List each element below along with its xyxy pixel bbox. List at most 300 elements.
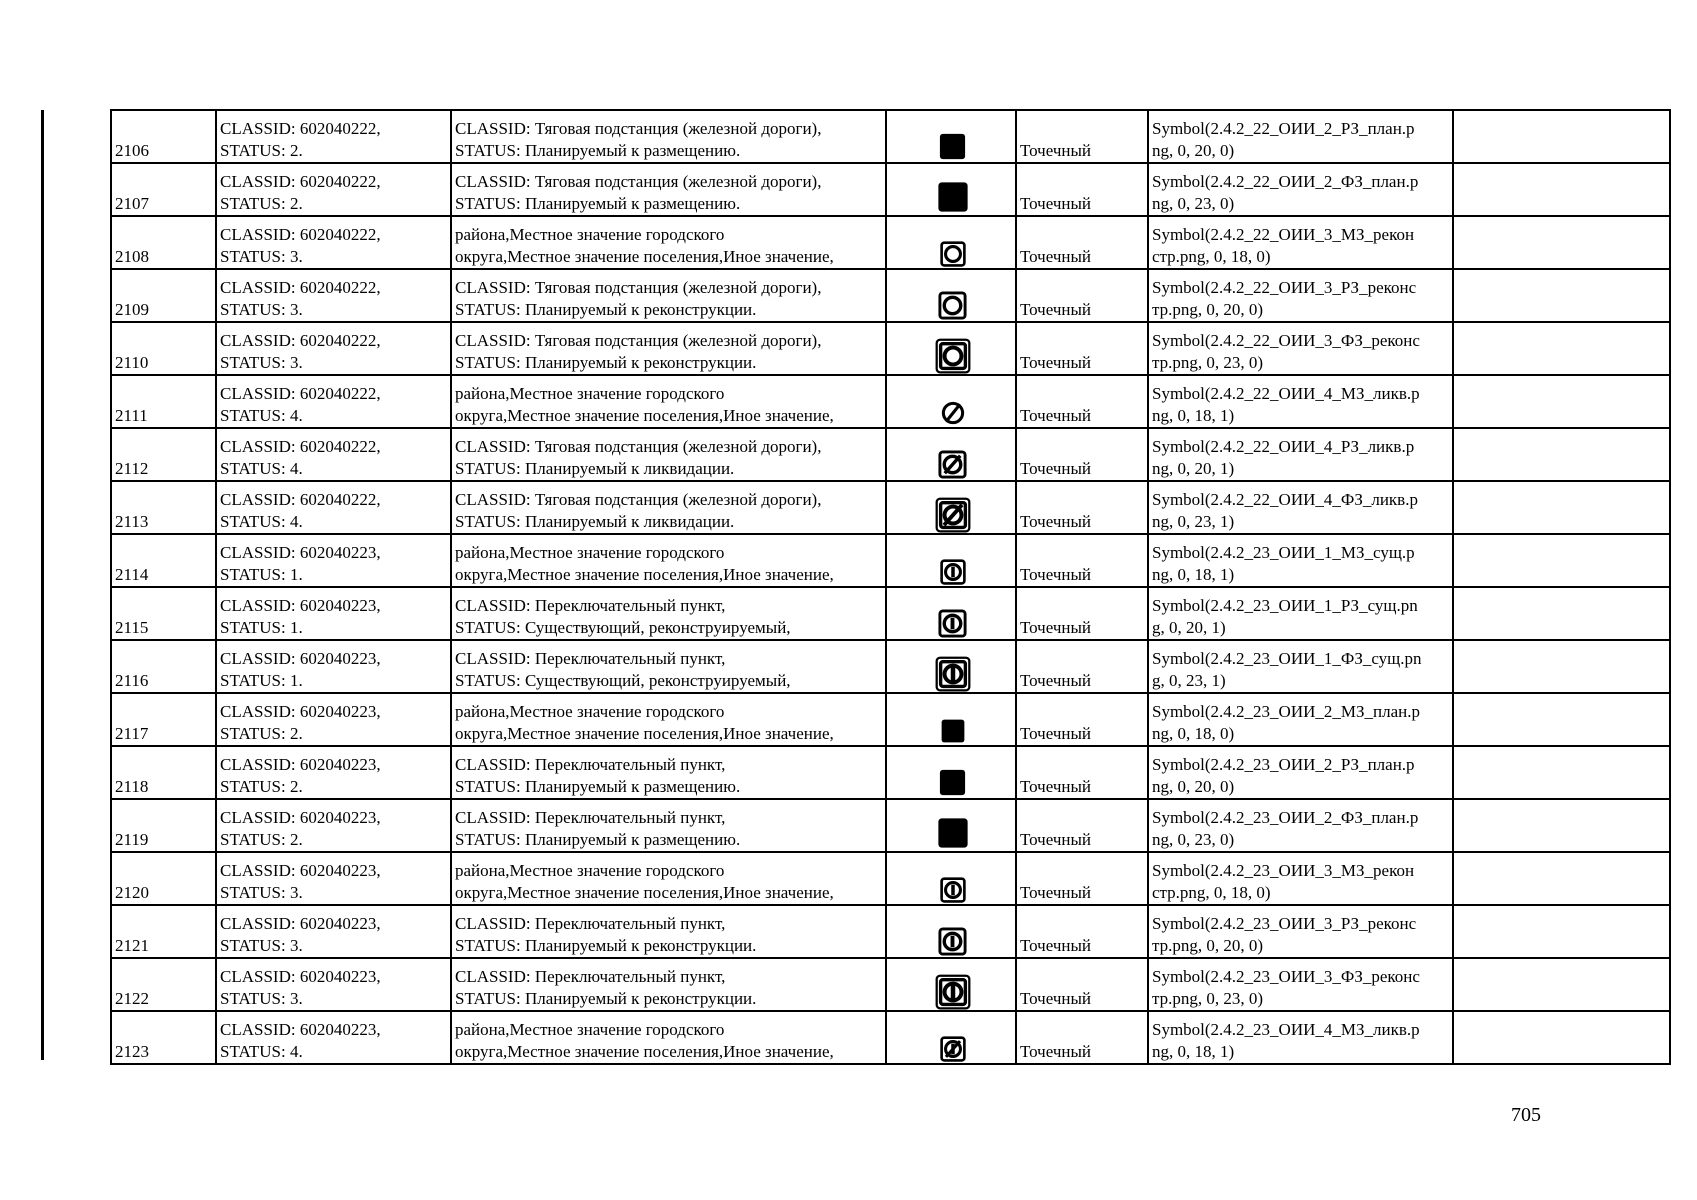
empty-cell	[1453, 799, 1670, 852]
geometry-type: Точечный	[1020, 353, 1092, 372]
geometry-type-cell	[1016, 375, 1148, 428]
symbol-function-cell	[1148, 958, 1453, 1011]
description-line-1: CLASSID: Тяговая подстанция (железной дороги),	[455, 278, 822, 297]
empty-cell	[1453, 746, 1670, 799]
row-number: 2117	[115, 724, 149, 743]
geometry-type-cell	[1016, 746, 1148, 799]
symbol-function-line-1: Symbol(2.4.2_22_ОИИ_3_МЗ_рекон	[1152, 225, 1415, 244]
bar-circle-framed-icon	[935, 974, 971, 1010]
empty-cell	[1453, 693, 1670, 746]
classid-status-cell	[216, 746, 451, 799]
symbol-function-line-2: ng, 0, 18, 1)	[1152, 565, 1235, 584]
symbol-cell	[886, 216, 1016, 269]
empty-cell	[1453, 852, 1670, 905]
symbol-table-body	[111, 110, 1670, 1064]
row-number-cell	[111, 640, 216, 693]
status-text: STATUS: 4.	[220, 512, 303, 531]
symbol-cell	[886, 375, 1016, 428]
symbol-function-line-1: Symbol(2.4.2_23_ОИИ_3_МЗ_рекон	[1152, 861, 1415, 880]
classid-text: CLASSID: 602040222,	[220, 490, 381, 509]
description-line-2: STATUS: Планируемый к реконструкции.	[455, 936, 757, 955]
symbol-cell	[886, 1011, 1016, 1064]
classid-text: CLASSID: 602040223,	[220, 967, 381, 986]
bar-circle-framed-icon	[935, 656, 971, 692]
description-line-1: района,Местное значение городского	[455, 543, 725, 562]
bar-circle-square-icon	[937, 608, 968, 639]
description-line-2: округа,Местное значение поселения,Иное значение,	[455, 247, 834, 266]
description-cell	[451, 110, 886, 163]
symbol-function-line-2: g, 0, 23, 1)	[1152, 671, 1226, 690]
classid-status-cell	[216, 693, 451, 746]
symbol-function-line-1: Symbol(2.4.2_23_ОИИ_4_МЗ_ликв.p	[1152, 1020, 1420, 1039]
table-row	[111, 640, 1670, 693]
filled-square-icon	[939, 717, 967, 745]
geometry-type-cell	[1016, 428, 1148, 481]
symbol-cell	[886, 163, 1016, 216]
row-number-cell	[111, 852, 216, 905]
description-cell	[451, 1011, 886, 1064]
row-number: 2107	[115, 194, 149, 213]
table-row	[111, 375, 1670, 428]
symbol-cell	[886, 746, 1016, 799]
table-row	[111, 110, 1670, 163]
classid-status-cell	[216, 799, 451, 852]
symbol-function-line-1: Symbol(2.4.2_22_ОИИ_2_ФЗ_план.p	[1152, 172, 1419, 191]
row-number-cell	[111, 587, 216, 640]
description-line-2: STATUS: Планируемый к реконструкции.	[455, 989, 757, 1008]
bar-circle-square-icon	[939, 876, 967, 904]
symbol-function-line-2: ng, 0, 18, 1)	[1152, 1042, 1235, 1061]
symbol-cell	[886, 481, 1016, 534]
geometry-type-cell	[1016, 640, 1148, 693]
description-cell	[451, 852, 886, 905]
symbol-function-cell	[1148, 110, 1453, 163]
description-line-1: CLASSID: Переключательный пункт,	[455, 755, 726, 774]
status-text: STATUS: 1.	[220, 618, 303, 637]
classid-status-cell	[216, 534, 451, 587]
classid-status-cell	[216, 428, 451, 481]
description-cell	[451, 640, 886, 693]
classid-text: CLASSID: 602040222,	[220, 225, 381, 244]
classid-status-cell	[216, 375, 451, 428]
symbol-function-line-2: стр.png, 0, 18, 0)	[1152, 883, 1271, 902]
classid-status-cell	[216, 640, 451, 693]
row-number-cell	[111, 534, 216, 587]
geometry-type-cell	[1016, 905, 1148, 958]
empty-cell	[1453, 375, 1670, 428]
geometry-type-cell	[1016, 693, 1148, 746]
geometry-type: Точечный	[1020, 512, 1092, 531]
table-row	[111, 534, 1670, 587]
table-row	[111, 269, 1670, 322]
description-line-2: округа,Местное значение поселения,Иное значение,	[455, 724, 834, 743]
symbol-function-cell	[1148, 852, 1453, 905]
description-cell	[451, 693, 886, 746]
table-row	[111, 958, 1670, 1011]
row-number: 2119	[115, 830, 149, 849]
classid-text: CLASSID: 602040223,	[220, 808, 381, 827]
geometry-type: Точечный	[1020, 194, 1092, 213]
description-cell	[451, 428, 886, 481]
classid-status-cell	[216, 852, 451, 905]
symbol-cell	[886, 640, 1016, 693]
symbol-cell	[886, 799, 1016, 852]
filled-square-icon	[935, 179, 971, 215]
status-text: STATUS: 3.	[220, 883, 303, 902]
symbol-function-line-1: Symbol(2.4.2_23_ОИИ_3_ФЗ_реконс	[1152, 967, 1420, 986]
table-row	[111, 799, 1670, 852]
description-line-1: CLASSID: Переключательный пункт,	[455, 808, 726, 827]
description-line-2: STATUS: Планируемый к ликвидации.	[455, 459, 735, 478]
table-row	[111, 746, 1670, 799]
description-cell	[451, 799, 886, 852]
classid-status-cell	[216, 587, 451, 640]
row-number: 2112	[115, 459, 149, 478]
description-line-2: STATUS: Планируемый к размещению.	[455, 830, 741, 849]
row-number: 2118	[115, 777, 149, 796]
geometry-type-cell	[1016, 799, 1148, 852]
empty-cell	[1453, 163, 1670, 216]
description-cell	[451, 216, 886, 269]
symbol-function-cell	[1148, 693, 1453, 746]
row-number-cell	[111, 375, 216, 428]
row-number: 2109	[115, 300, 149, 319]
empty-cell	[1453, 110, 1670, 163]
row-number: 2120	[115, 883, 149, 902]
description-line-1: района,Местное значение городского	[455, 384, 725, 403]
classid-text: CLASSID: 602040222,	[220, 331, 381, 350]
empty-cell	[1453, 269, 1670, 322]
symbol-cell	[886, 269, 1016, 322]
classid-text: CLASSID: 602040222,	[220, 384, 381, 403]
symbol-function-cell	[1148, 799, 1453, 852]
symbol-function-line-1: Symbol(2.4.2_22_ОИИ_3_ФЗ_реконс	[1152, 331, 1420, 350]
status-text: STATUS: 2.	[220, 194, 303, 213]
description-line-1: CLASSID: Переключательный пункт,	[455, 596, 726, 615]
row-number-cell	[111, 746, 216, 799]
classid-status-cell	[216, 481, 451, 534]
symbol-function-line-2: ng, 0, 20, 0)	[1152, 141, 1235, 160]
classid-text: CLASSID: 602040223,	[220, 1020, 381, 1039]
row-number: 2110	[115, 353, 149, 372]
symbol-function-cell	[1148, 587, 1453, 640]
table-row	[111, 216, 1670, 269]
symbol-function-cell	[1148, 269, 1453, 322]
classid-text: CLASSID: 602040223,	[220, 914, 381, 933]
ring-square-framed-icon	[935, 338, 971, 374]
symbol-cell	[886, 322, 1016, 375]
status-text: STATUS: 4.	[220, 1042, 303, 1061]
symbol-function-line-1: Symbol(2.4.2_22_ОИИ_4_ФЗ_ликв.p	[1152, 490, 1418, 509]
status-text: STATUS: 3.	[220, 936, 303, 955]
row-number: 2106	[115, 141, 149, 160]
row-number-cell	[111, 269, 216, 322]
geometry-type: Точечный	[1020, 1042, 1092, 1061]
geometry-type-cell	[1016, 163, 1148, 216]
status-text: STATUS: 2.	[220, 141, 303, 160]
description-line-1: района,Местное значение городского	[455, 861, 725, 880]
symbol-function-cell	[1148, 163, 1453, 216]
row-number: 2111	[115, 406, 148, 425]
filled-square-icon	[937, 131, 968, 162]
symbol-cell	[886, 852, 1016, 905]
empty-cell	[1453, 481, 1670, 534]
ring-square-icon	[937, 290, 968, 321]
classid-status-cell	[216, 322, 451, 375]
symbol-function-line-2: тр.png, 0, 20, 0)	[1152, 936, 1264, 955]
symbol-function-cell	[1148, 534, 1453, 587]
symbol-function-cell	[1148, 481, 1453, 534]
symbol-function-cell	[1148, 375, 1453, 428]
status-text: STATUS: 3.	[220, 989, 303, 1008]
description-cell	[451, 958, 886, 1011]
table-row	[111, 322, 1670, 375]
description-line-2: округа,Местное значение поселения,Иное значение,	[455, 565, 834, 584]
symbol-function-line-2: ng, 0, 18, 1)	[1152, 406, 1235, 425]
status-text: STATUS: 3.	[220, 353, 303, 372]
classid-text: CLASSID: 602040223,	[220, 649, 381, 668]
geometry-type-cell	[1016, 269, 1148, 322]
symbol-cell	[886, 428, 1016, 481]
geometry-type: Точечный	[1020, 724, 1092, 743]
status-text: STATUS: 1.	[220, 565, 303, 584]
status-text: STATUS: 2.	[220, 724, 303, 743]
geometry-type: Точечный	[1020, 247, 1092, 266]
description-line-2: STATUS: Планируемый к реконструкции.	[455, 300, 757, 319]
empty-cell	[1453, 1011, 1670, 1064]
slashed-circle-square-icon	[937, 449, 968, 480]
symbol-function-line-1: Symbol(2.4.2_22_ОИИ_2_РЗ_план.p	[1152, 119, 1415, 138]
geometry-type-cell	[1016, 1011, 1148, 1064]
table-row	[111, 905, 1670, 958]
symbol-function-line-1: Symbol(2.4.2_23_ОИИ_1_РЗ_сущ.pn	[1152, 596, 1418, 615]
description-line-1: района,Местное значение городского	[455, 225, 725, 244]
row-number-cell	[111, 693, 216, 746]
filled-square-icon	[937, 767, 968, 798]
symbol-function-line-2: ng, 0, 18, 0)	[1152, 724, 1235, 743]
row-number: 2114	[115, 565, 149, 584]
description-line-2: округа,Местное значение поселения,Иное значение,	[455, 406, 834, 425]
description-line-2: STATUS: Существующий, реконструируемый,	[455, 618, 791, 637]
row-number-cell	[111, 110, 216, 163]
row-number-cell	[111, 163, 216, 216]
symbol-function-line-2: стр.png, 0, 18, 0)	[1152, 247, 1271, 266]
description-line-2: STATUS: Планируемый к размещению.	[455, 777, 741, 796]
classid-text: CLASSID: 602040222,	[220, 278, 381, 297]
row-number: 2116	[115, 671, 149, 690]
description-cell	[451, 163, 886, 216]
geometry-type-cell	[1016, 216, 1148, 269]
geometry-type: Точечный	[1020, 830, 1092, 849]
empty-cell	[1453, 322, 1670, 375]
symbol-function-line-2: ng, 0, 23, 1)	[1152, 512, 1235, 531]
ring-square-icon	[939, 240, 967, 268]
symbol-cell	[886, 587, 1016, 640]
description-line-1: CLASSID: Тяговая подстанция (железной дороги),	[455, 437, 822, 456]
geometry-type: Точечный	[1020, 618, 1092, 637]
row-number: 2121	[115, 936, 149, 955]
status-text: STATUS: 1.	[220, 671, 303, 690]
table-row	[111, 428, 1670, 481]
classid-text: CLASSID: 602040223,	[220, 861, 381, 880]
margin-rule	[41, 110, 44, 1060]
description-cell	[451, 481, 886, 534]
empty-cell	[1453, 534, 1670, 587]
symbol-function-cell	[1148, 428, 1453, 481]
description-cell	[451, 534, 886, 587]
symbol-function-line-2: ng, 0, 23, 0)	[1152, 830, 1235, 849]
row-number-cell	[111, 799, 216, 852]
description-line-2: STATUS: Планируемый к реконструкции.	[455, 353, 757, 372]
status-text: STATUS: 3.	[220, 247, 303, 266]
status-text: STATUS: 2.	[220, 830, 303, 849]
symbol-cell	[886, 110, 1016, 163]
symbol-function-line-1: Symbol(2.4.2_23_ОИИ_2_МЗ_план.p	[1152, 702, 1420, 721]
description-line-1: CLASSID: Тяговая подстанция (железной дороги),	[455, 119, 822, 138]
classid-text: CLASSID: 602040223,	[220, 755, 381, 774]
symbol-function-line-2: ng, 0, 23, 0)	[1152, 194, 1235, 213]
geometry-type: Точечный	[1020, 565, 1092, 584]
geometry-type: Точечный	[1020, 936, 1092, 955]
status-text: STATUS: 4.	[220, 406, 303, 425]
classid-status-cell	[216, 110, 451, 163]
description-cell	[451, 375, 886, 428]
status-text: STATUS: 2.	[220, 777, 303, 796]
row-number: 2113	[115, 512, 149, 531]
slashed-circle-icon	[939, 399, 967, 427]
geometry-type-cell	[1016, 322, 1148, 375]
empty-cell	[1453, 428, 1670, 481]
geometry-type: Точечный	[1020, 459, 1092, 478]
description-cell	[451, 587, 886, 640]
classid-status-cell	[216, 1011, 451, 1064]
symbol-cell	[886, 534, 1016, 587]
status-text: STATUS: 4.	[220, 459, 303, 478]
symbol-function-cell	[1148, 322, 1453, 375]
symbol-function-line-2: тр.png, 0, 20, 0)	[1152, 300, 1264, 319]
status-text: STATUS: 3.	[220, 300, 303, 319]
row-number-cell	[111, 481, 216, 534]
symbol-function-line-1: Symbol(2.4.2_22_ОИИ_4_МЗ_ликв.p	[1152, 384, 1420, 403]
table-row	[111, 693, 1670, 746]
description-line-1: CLASSID: Переключательный пункт,	[455, 914, 726, 933]
empty-cell	[1453, 216, 1670, 269]
description-line-2: округа,Местное значение поселения,Иное значение,	[455, 883, 834, 902]
page-number: 705	[1511, 1104, 1541, 1126]
geometry-type: Точечный	[1020, 777, 1092, 796]
row-number: 2122	[115, 989, 149, 1008]
symbol-function-line-2: тр.png, 0, 23, 0)	[1152, 989, 1264, 1008]
table-row	[111, 852, 1670, 905]
symbol-function-cell	[1148, 640, 1453, 693]
symbol-function-line-1: Symbol(2.4.2_23_ОИИ_1_ФЗ_сущ.pn	[1152, 649, 1422, 668]
classid-status-cell	[216, 216, 451, 269]
symbol-function-line-1: Symbol(2.4.2_23_ОИИ_1_МЗ_сущ.p	[1152, 543, 1415, 562]
row-number: 2123	[115, 1042, 149, 1061]
table-row	[111, 1011, 1670, 1064]
classid-status-cell	[216, 163, 451, 216]
geometry-type-cell	[1016, 110, 1148, 163]
symbol-function-cell	[1148, 1011, 1453, 1064]
empty-cell	[1453, 905, 1670, 958]
geometry-type: Точечный	[1020, 883, 1092, 902]
row-number-cell	[111, 905, 216, 958]
symbol-function-cell	[1148, 216, 1453, 269]
bar-circle-square-icon	[939, 558, 967, 586]
row-number-cell	[111, 216, 216, 269]
description-line-2: STATUS: Планируемый к ликвидации.	[455, 512, 735, 531]
geometry-type-cell	[1016, 534, 1148, 587]
geometry-type: Точечный	[1020, 300, 1092, 319]
row-number-cell	[111, 428, 216, 481]
geometry-type: Точечный	[1020, 671, 1092, 690]
slashed-bar-circle-square-icon	[939, 1035, 967, 1063]
description-line-1: CLASSID: Переключательный пункт,	[455, 649, 726, 668]
description-line-2: STATUS: Планируемый к размещению.	[455, 141, 741, 160]
classid-text: CLASSID: 602040223,	[220, 702, 381, 721]
description-line-1: района,Местное значение городского	[455, 702, 725, 721]
classid-text: CLASSID: 602040222,	[220, 172, 381, 191]
classid-text: CLASSID: 602040223,	[220, 596, 381, 615]
classid-status-cell	[216, 905, 451, 958]
empty-cell	[1453, 958, 1670, 1011]
table-row	[111, 587, 1670, 640]
symbol-cell	[886, 958, 1016, 1011]
geometry-type-cell	[1016, 958, 1148, 1011]
description-line-1: CLASSID: Тяговая подстанция (железной дороги),	[455, 490, 822, 509]
symbol-function-line-2: ng, 0, 20, 1)	[1152, 459, 1235, 478]
filled-square-icon	[935, 815, 971, 851]
description-cell	[451, 905, 886, 958]
empty-cell	[1453, 587, 1670, 640]
symbol-cell	[886, 905, 1016, 958]
row-number-cell	[111, 322, 216, 375]
geometry-type: Точечный	[1020, 989, 1092, 1008]
geometry-type: Точечный	[1020, 406, 1092, 425]
symbol-table	[110, 109, 1671, 1065]
geometry-type-cell	[1016, 587, 1148, 640]
geometry-type-cell	[1016, 852, 1148, 905]
description-line-1: CLASSID: Тяговая подстанция (железной дороги),	[455, 331, 822, 350]
table-row	[111, 481, 1670, 534]
classid-status-cell	[216, 269, 451, 322]
symbol-function-cell	[1148, 746, 1453, 799]
symbol-function-line-2: ng, 0, 20, 0)	[1152, 777, 1235, 796]
symbol-function-line-1: Symbol(2.4.2_22_ОИИ_4_РЗ_ликв.p	[1152, 437, 1415, 456]
description-cell	[451, 269, 886, 322]
row-number-cell	[111, 1011, 216, 1064]
description-line-2: STATUS: Существующий, реконструируемый,	[455, 671, 791, 690]
description-line-1: района,Местное значение городского	[455, 1020, 725, 1039]
bar-circle-square-icon	[937, 926, 968, 957]
description-line-2: STATUS: Планируемый к размещению.	[455, 194, 741, 213]
symbol-cell	[886, 693, 1016, 746]
description-line-1: CLASSID: Переключательный пункт,	[455, 967, 726, 986]
row-number: 2115	[115, 618, 149, 637]
classid-text: CLASSID: 602040222,	[220, 437, 381, 456]
symbol-function-line-1: Symbol(2.4.2_23_ОИИ_2_ФЗ_план.p	[1152, 808, 1419, 827]
symbol-function-line-1: Symbol(2.4.2_22_ОИИ_3_РЗ_реконс	[1152, 278, 1417, 297]
symbol-function-line-1: Symbol(2.4.2_23_ОИИ_2_РЗ_план.p	[1152, 755, 1415, 774]
slashed-circle-framed-icon	[935, 497, 971, 533]
geometry-type-cell	[1016, 481, 1148, 534]
symbol-function-line-2: тр.png, 0, 23, 0)	[1152, 353, 1264, 372]
empty-cell	[1453, 640, 1670, 693]
symbol-function-line-2: g, 0, 20, 1)	[1152, 618, 1226, 637]
classid-status-cell	[216, 958, 451, 1011]
geometry-type: Точечный	[1020, 141, 1092, 160]
symbol-function-cell	[1148, 905, 1453, 958]
